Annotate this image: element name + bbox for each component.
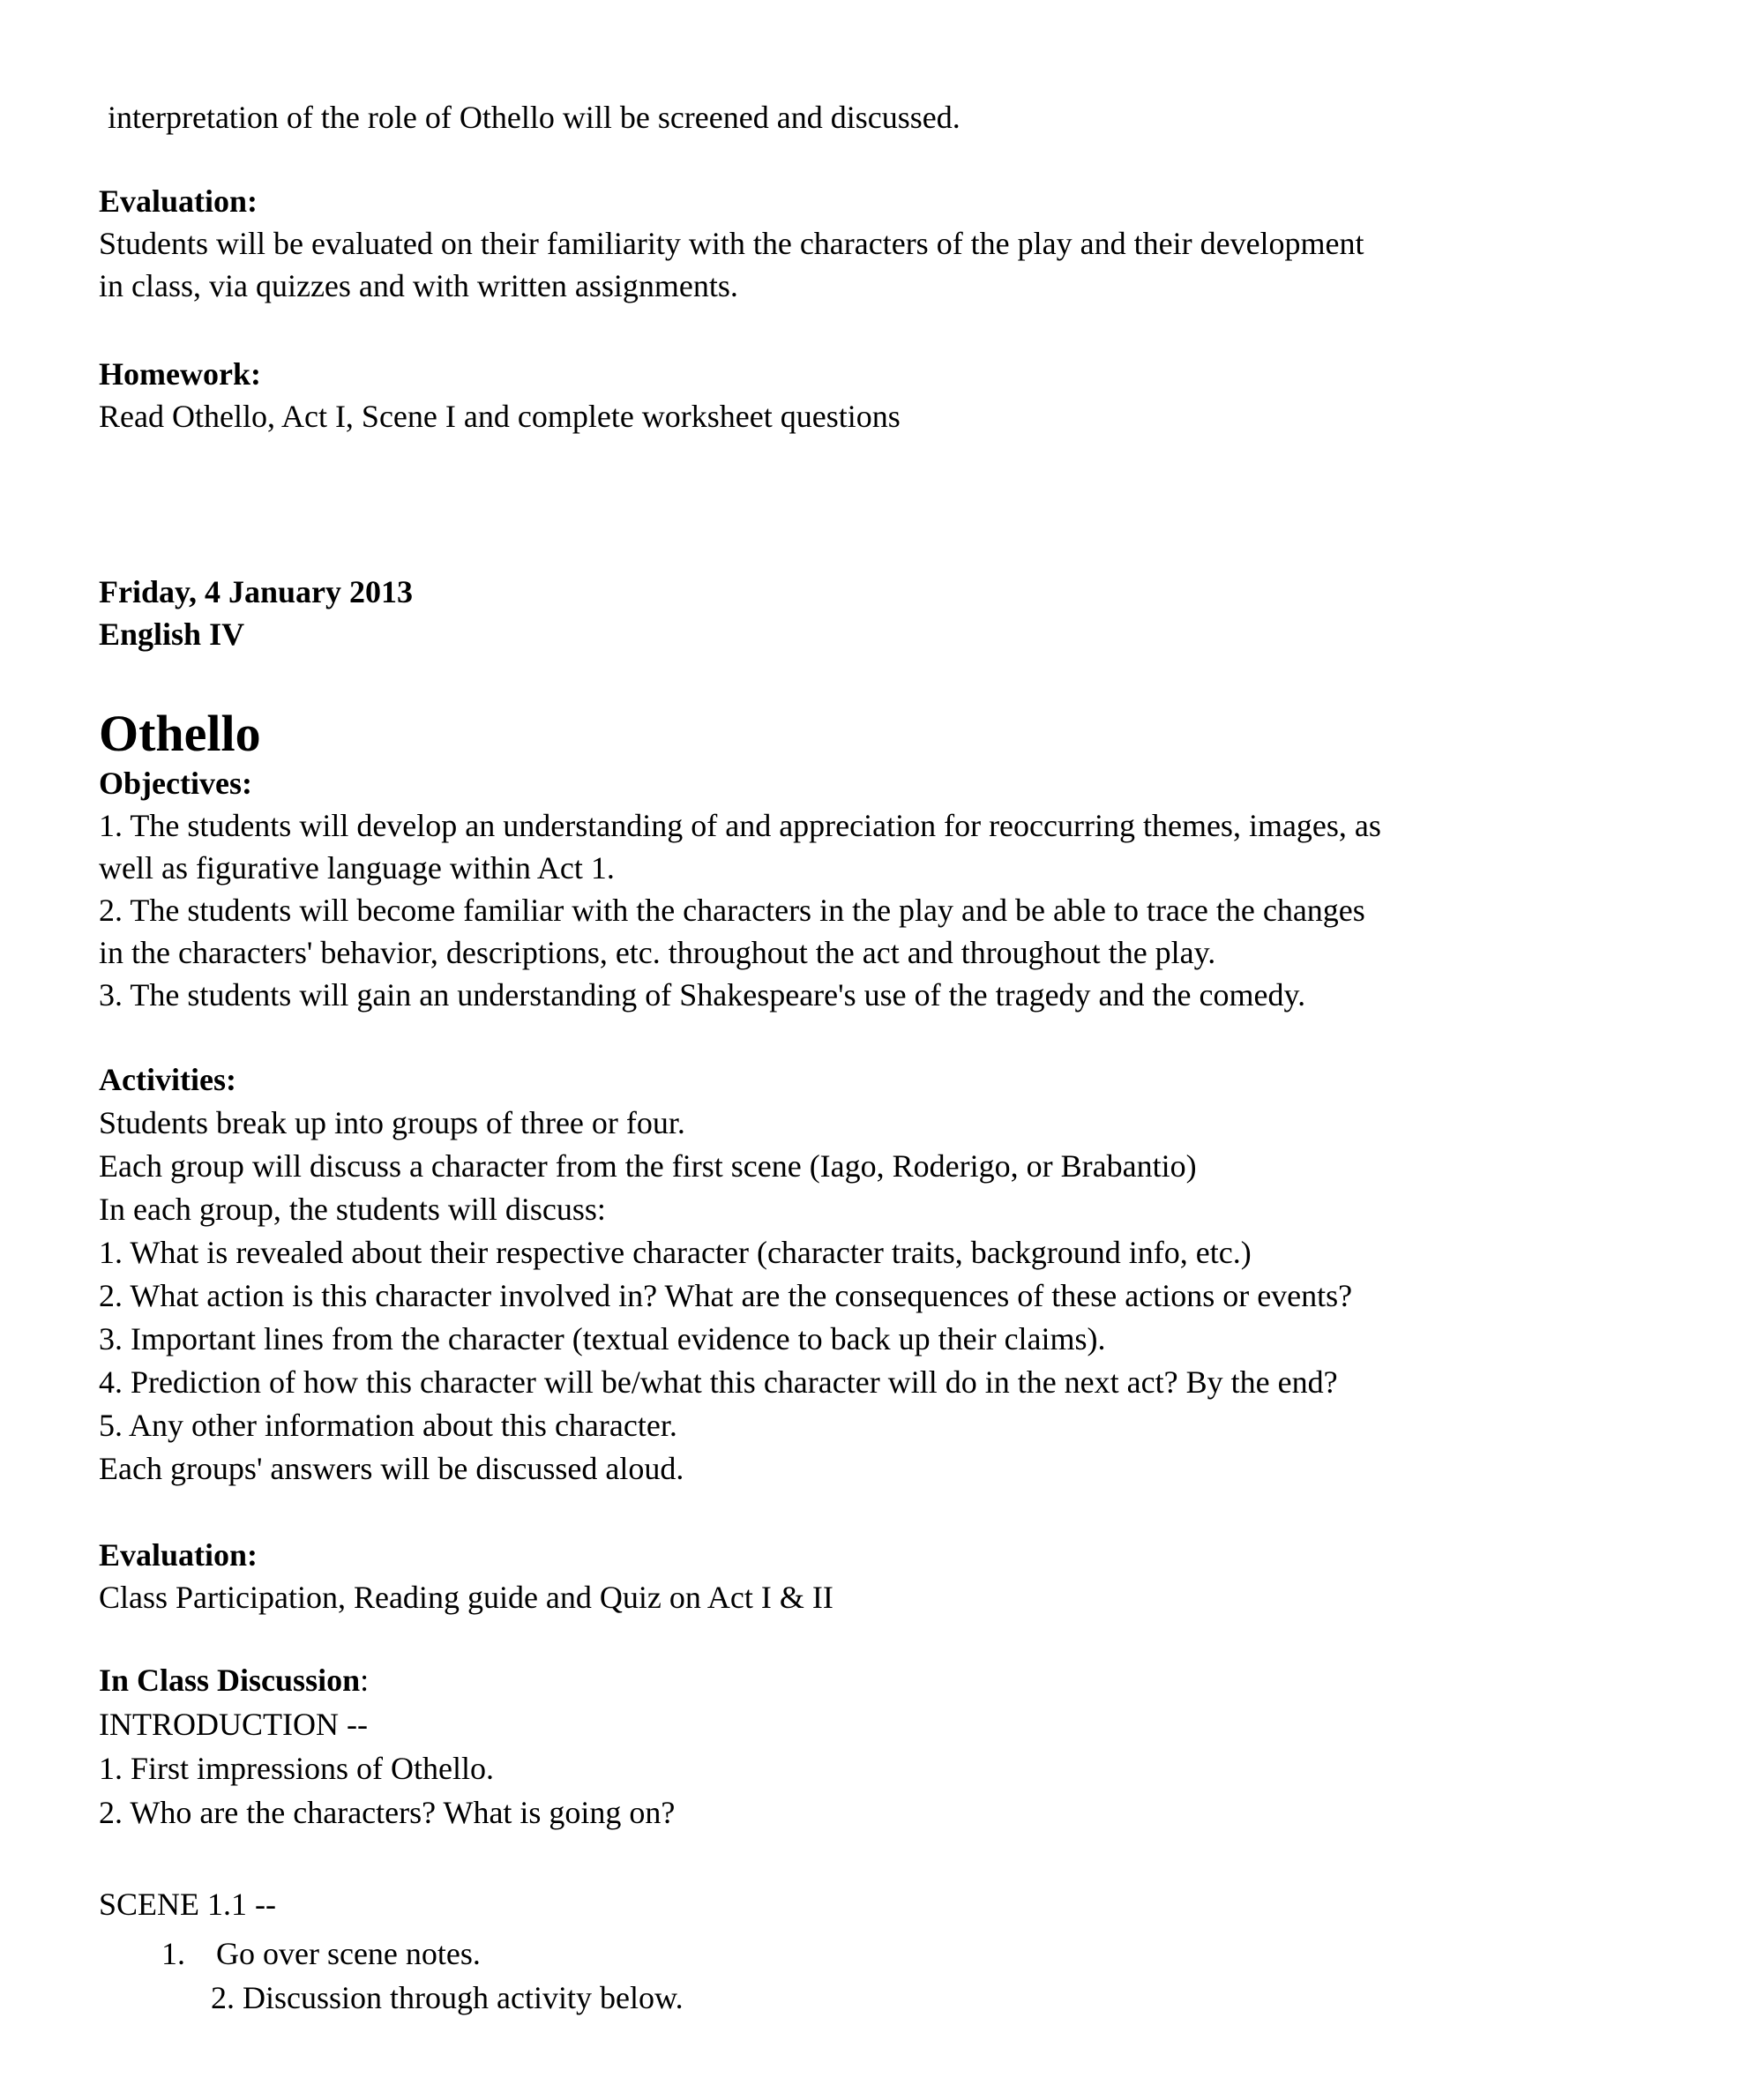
- lesson-title: Othello: [99, 705, 261, 762]
- objectives-heading: Objectives:: [99, 766, 252, 801]
- activity-line: Students break up into groups of three or four.: [99, 1105, 685, 1140]
- objective-line: 1. The students will develop an understanding of and appreciation for reoccurring themes, images, as: [99, 808, 1381, 843]
- discussion-heading: In Class Discussion: [99, 1663, 361, 1698]
- scene-list-item: [99, 1932, 1711, 1976]
- homework-body-line: Read Othello, Act I, Scene I and complete worksheet questions: [99, 399, 901, 434]
- homework-heading: Homework:: [99, 356, 261, 392]
- list-item-text: Go over scene notes.: [216, 1936, 481, 1971]
- previous-lesson-closing-line: interpretation of the role of Othello will be screened and discussed.: [108, 100, 960, 135]
- activities-section: [99, 1058, 1711, 1491]
- activity-line: 2. What action is this character involved in? What are the consequences of these actions or events?: [99, 1278, 1353, 1313]
- discussion-heading-colon: :: [360, 1663, 370, 1698]
- objective-line: 2. The students will become familiar with the characters in the play and be able to trace the changes: [99, 893, 1365, 928]
- course-name: English IV: [99, 617, 245, 652]
- introduction-label: INTRODUCTION --: [99, 1707, 368, 1742]
- activity-line: 1. What is revealed about their respective character (character traits, background info, etc.): [99, 1235, 1252, 1270]
- evaluation-body-line: Students will be evaluated on their familiarity with the characters of the play and their development: [99, 226, 1364, 261]
- activities-heading: Activities:: [99, 1062, 236, 1097]
- activity-line: Each group will discuss a character from the first scene (Iago, Roderigo, or Brabantio): [99, 1148, 1197, 1184]
- scene-label: SCENE 1.1 --: [99, 1887, 276, 1922]
- lesson-evaluation-section: [99, 1534, 1711, 1618]
- scene-item-list: [99, 1932, 1711, 2020]
- introduction-item: 2. Who are the characters? What is going on?: [99, 1795, 676, 1830]
- scene-list-item: 2. Discussion through activity below.: [211, 1980, 684, 2015]
- introduction-item: 1. First impressions of Othello.: [99, 1751, 494, 1786]
- homework-section: [99, 353, 1711, 437]
- evaluation-body-line: in class, via quizzes and with written assignments.: [99, 268, 738, 303]
- evaluation-heading: Evaluation:: [99, 183, 258, 219]
- evaluation-heading: Evaluation:: [99, 1537, 258, 1573]
- evaluation-body-line: Class Participation, Reading guide and Quiz on Act I & II: [99, 1580, 833, 1615]
- activity-line: 5. Any other information about this character.: [99, 1408, 677, 1443]
- activity-line: In each group, the students will discuss:: [99, 1192, 606, 1227]
- list-item-marker: 1.: [161, 1936, 185, 1971]
- activity-line: 3. Important lines from the character (textual evidence to back up their claims).: [99, 1321, 1106, 1356]
- activity-line: 4. Prediction of how this character will be/what this character will do in the next act? By the end?: [99, 1364, 1338, 1400]
- objective-line: in the characters' behavior, descriptions, etc. throughout the act and throughout the play.: [99, 935, 1216, 970]
- objective-line: well as figurative language within Act 1.: [99, 850, 615, 886]
- discussion-heading-line: [99, 1658, 1711, 1702]
- objective-line: 3. The students will gain an understanding of Shakespeare's use of the tragedy and the comedy.: [99, 977, 1306, 1013]
- lesson-date: Friday, 4 January 2013: [99, 574, 414, 609]
- previous-evaluation-section: [99, 180, 1711, 307]
- lesson-date-block: [99, 571, 1711, 655]
- activity-line: Each groups' answers will be discussed aloud.: [99, 1451, 684, 1486]
- objectives-section: [99, 762, 1711, 1016]
- in-class-discussion-section: [99, 1658, 1711, 1835]
